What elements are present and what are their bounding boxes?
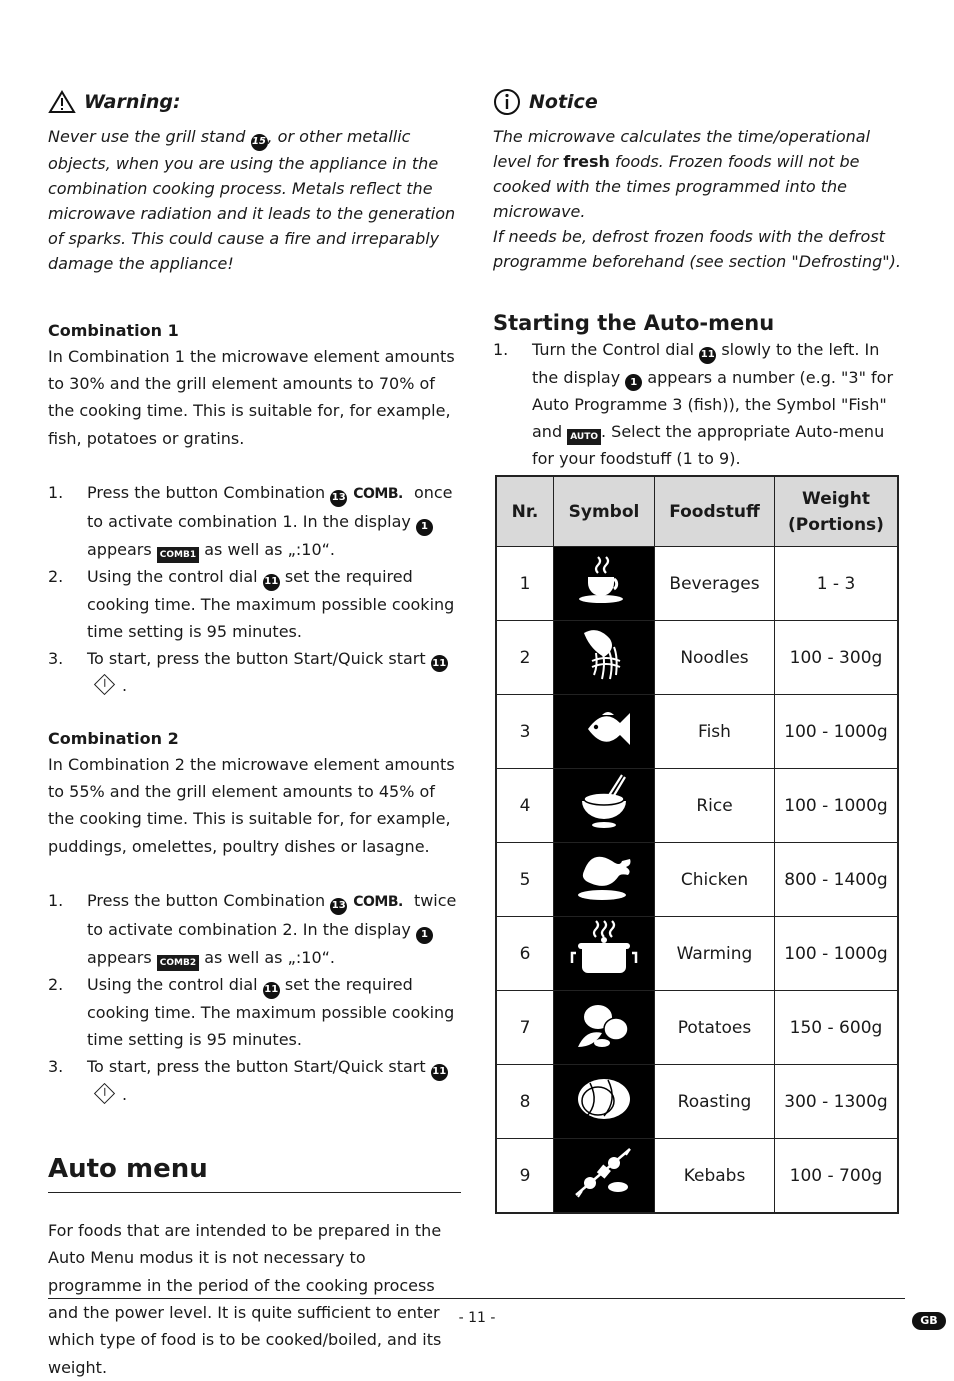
header-symbol: Symbol <box>554 476 655 547</box>
notice-title: Notice <box>529 91 598 113</box>
warning-text-a: Never use the grill stand <box>48 127 246 146</box>
start-quick-start-icon <box>94 1082 115 1103</box>
cell-foodstuff: Fish <box>655 695 775 769</box>
combination-1-intro: In Combination 1 the microwave element amounts to 30% and the grill element amounts to 70% of the cooking time. This is suitable for, for example, fish, potatoes or gratins. <box>48 346 455 448</box>
cell-nr: 6 <box>496 917 554 991</box>
cell-weight: 1 - 3 <box>775 547 899 621</box>
auto-menu-heading: Auto menu <box>48 1154 461 1193</box>
pot-icon <box>555 917 653 985</box>
header-foodstuff: Foodstuff <box>655 476 775 547</box>
cell-weight: 300 - 1300g <box>775 1065 899 1139</box>
step-text: Using the control dial <box>87 567 258 587</box>
step-number: 3. <box>48 1057 64 1077</box>
potato-icon <box>555 991 653 1059</box>
notice-text <box>493 124 905 274</box>
cell-symbol <box>554 1065 655 1139</box>
cell-symbol <box>554 843 655 917</box>
ref-11-badge: 11 <box>699 347 716 364</box>
combination-2-step-2 <box>48 971 461 1053</box>
ref-1-badge: 1 <box>416 927 433 944</box>
combination-1-step-2 <box>48 563 461 645</box>
cell-symbol <box>554 695 655 769</box>
cell-nr: 4 <box>496 769 554 843</box>
step-number: 1. <box>48 891 64 911</box>
cell-foodstuff: Roasting <box>655 1065 775 1139</box>
table-row <box>496 769 898 843</box>
lcd-comb2-icon: COMB2 <box>157 955 199 971</box>
combination-1-step-3 <box>48 645 461 700</box>
combination-2-heading: Combination 2 <box>48 728 179 748</box>
table-row <box>496 843 898 917</box>
warning-title: Warning: <box>84 91 181 113</box>
combination-1-heading: Combination 1 <box>48 320 179 340</box>
step-number: 1. <box>48 483 64 503</box>
info-icon <box>493 88 521 116</box>
notice-text-b: foods. Frozen foods will not be cooked with the times programmed into the microwave. <box>493 152 860 221</box>
ref-11-badge: 11 <box>431 1064 448 1081</box>
cell-foodstuff: Beverages <box>655 547 775 621</box>
cell-symbol <box>554 917 655 991</box>
start-quick-start-icon <box>94 674 115 695</box>
roast-icon <box>555 1065 653 1133</box>
ref-13-badge: 13 <box>330 898 347 915</box>
ref-1-badge: 1 <box>416 519 433 536</box>
noodles-icon <box>555 621 653 689</box>
step-text: slowly to the left. In the display <box>532 340 880 387</box>
starting-steps <box>493 336 905 473</box>
ref-11-badge: 11 <box>263 982 280 999</box>
ref-15-badge: 15 <box>251 134 268 151</box>
cell-symbol <box>554 621 655 695</box>
step-text: appears <box>87 947 152 967</box>
rice-bowl-icon <box>555 769 653 837</box>
step-text: . <box>122 676 128 696</box>
cell-weight: 100 - 1000g <box>775 917 899 991</box>
cell-nr: 9 <box>496 1139 554 1214</box>
cell-nr: 2 <box>496 621 554 695</box>
step-text: To start, press the button Start/Quick start <box>87 648 426 668</box>
page-number: - 11 - <box>458 1310 496 1326</box>
cell-symbol <box>554 547 655 621</box>
cell-symbol <box>554 991 655 1065</box>
cell-nr: 5 <box>496 843 554 917</box>
cell-weight: 100 - 1000g <box>775 769 899 843</box>
warning-text-b: , or other metallic objects, when you are using the appliance in the combination cooking process. Metals reflect the microwave radiation and it leads to the generation of sparks. This could cause a fire and irreparably damage the appliance! <box>48 127 456 273</box>
cell-foodstuff: Rice <box>655 769 775 843</box>
ref-13-badge: 13 <box>330 490 347 507</box>
combination-2-step-1 <box>48 887 461 971</box>
combination-2-step-3 <box>48 1053 461 1108</box>
combination-1-steps <box>48 479 461 700</box>
cell-weight: 100 - 300g <box>775 621 899 695</box>
cell-foodstuff: Kebabs <box>655 1139 775 1214</box>
step-text: Turn the Control dial <box>532 340 695 359</box>
combination-2-steps <box>48 887 461 1108</box>
table-row <box>496 991 898 1065</box>
starting-step-1 <box>493 336 905 473</box>
cell-foodstuff: Warming <box>655 917 775 991</box>
table-row <box>496 1065 898 1139</box>
notice-header <box>493 86 905 118</box>
step-number: 3. <box>48 648 64 668</box>
cell-symbol <box>554 769 655 843</box>
lcd-comb1-icon: COMB1 <box>157 547 199 563</box>
auto-menu-table <box>495 475 899 1214</box>
cell-weight: 100 - 700g <box>775 1139 899 1214</box>
table-row <box>496 621 898 695</box>
auto-menu-text: For foods that are intended to be prepared in the Auto Menu modus it is not necessary to programme in the period of the cooking process and the power level. It is quite sufficient to enter which type of food is to be cooked/boiled, and its weight. <box>48 1220 442 1377</box>
step-text: Press the button Combination <box>87 483 326 503</box>
ref-1-badge: 1 <box>625 374 642 391</box>
step-number: 2. <box>48 975 64 995</box>
cell-nr: 8 <box>496 1065 554 1139</box>
cell-weight: 800 - 1400g <box>775 843 899 917</box>
combination-1-step-1 <box>48 479 461 563</box>
cell-foodstuff: Chicken <box>655 843 775 917</box>
step-text: appears a number (e.g. "3" for Auto Programme 3 (fish)), the Symbol "Fish" and <box>532 367 894 442</box>
step-text: set the required cooking time. The maximum possible cooking time setting is 95 minutes. <box>87 975 455 1049</box>
left-column <box>48 86 461 1381</box>
notice-fresh: fresh <box>563 152 610 171</box>
right-column <box>493 86 905 473</box>
comb-button-label: COMB. <box>353 894 403 911</box>
step-text: as well as „:10“. <box>204 947 335 967</box>
step-text: set the required cooking time. The maximum possible cooking time setting is 95 minutes. <box>87 567 455 641</box>
step-text: once to activate combination 1. In the display <box>87 483 453 532</box>
table-row <box>496 695 898 769</box>
cell-weight: 150 - 600g <box>775 991 899 1065</box>
table-header-row <box>496 476 898 547</box>
combination-2-intro: In Combination 2 the microwave element amounts to 55% and the grill element amounts to 45% of the cooking time. This is suitable for, for example, puddings, omelettes, poultry dishes or lasagne. <box>48 754 455 856</box>
chicken-icon <box>555 843 653 911</box>
notice-text-a: The microwave calculates the time/operational level for <box>493 127 871 171</box>
warning-triangle-icon <box>48 90 76 114</box>
warning-header <box>48 86 461 118</box>
fish-icon <box>555 695 653 763</box>
step-text: as well as „:10“. <box>204 539 335 559</box>
cell-nr: 7 <box>496 991 554 1065</box>
cell-nr: 1 <box>496 547 554 621</box>
cell-nr: 3 <box>496 695 554 769</box>
step-text: . Select the appropriate Auto-menu for your foodstuff (1 to 9). <box>532 422 885 469</box>
step-text: To start, press the button Start/Quick start <box>87 1057 426 1077</box>
cell-symbol <box>554 1139 655 1214</box>
cell-foodstuff: Noodles <box>655 621 775 695</box>
table-row <box>496 1139 898 1214</box>
warning-text <box>48 124 461 276</box>
step-text: Using the control dial <box>87 975 258 995</box>
kebab-icon <box>555 1139 653 1207</box>
ref-11-badge: 11 <box>431 655 448 672</box>
step-text: appears <box>87 539 152 559</box>
ref-11-badge: 11 <box>263 574 280 591</box>
step-text: twice to activate combination 2. In the display <box>87 891 457 940</box>
cell-foodstuff: Potatoes <box>655 991 775 1065</box>
cell-weight: 100 - 1000g <box>775 695 899 769</box>
step-number: 2. <box>48 567 64 587</box>
starting-auto-menu-heading: Starting the Auto-menu <box>493 311 775 335</box>
table-row <box>496 917 898 991</box>
footer-divider <box>48 1298 905 1299</box>
header-nr: Nr. <box>496 476 554 547</box>
header-weight: Weight (Portions) <box>775 476 899 547</box>
language-badge: GB <box>912 1312 946 1330</box>
notice-text-c: If needs be, defrost frozen foods with the defrost programme beforehand (see section "Defrosting"). <box>493 227 901 271</box>
step-text: Press the button Combination <box>87 891 326 911</box>
lcd-auto-icon: AUTO <box>567 429 601 445</box>
cup-icon <box>555 547 653 615</box>
step-number: 1. <box>493 340 509 359</box>
table-row <box>496 547 898 621</box>
comb-button-label: COMB. <box>353 486 403 503</box>
step-text: . <box>122 1084 128 1104</box>
